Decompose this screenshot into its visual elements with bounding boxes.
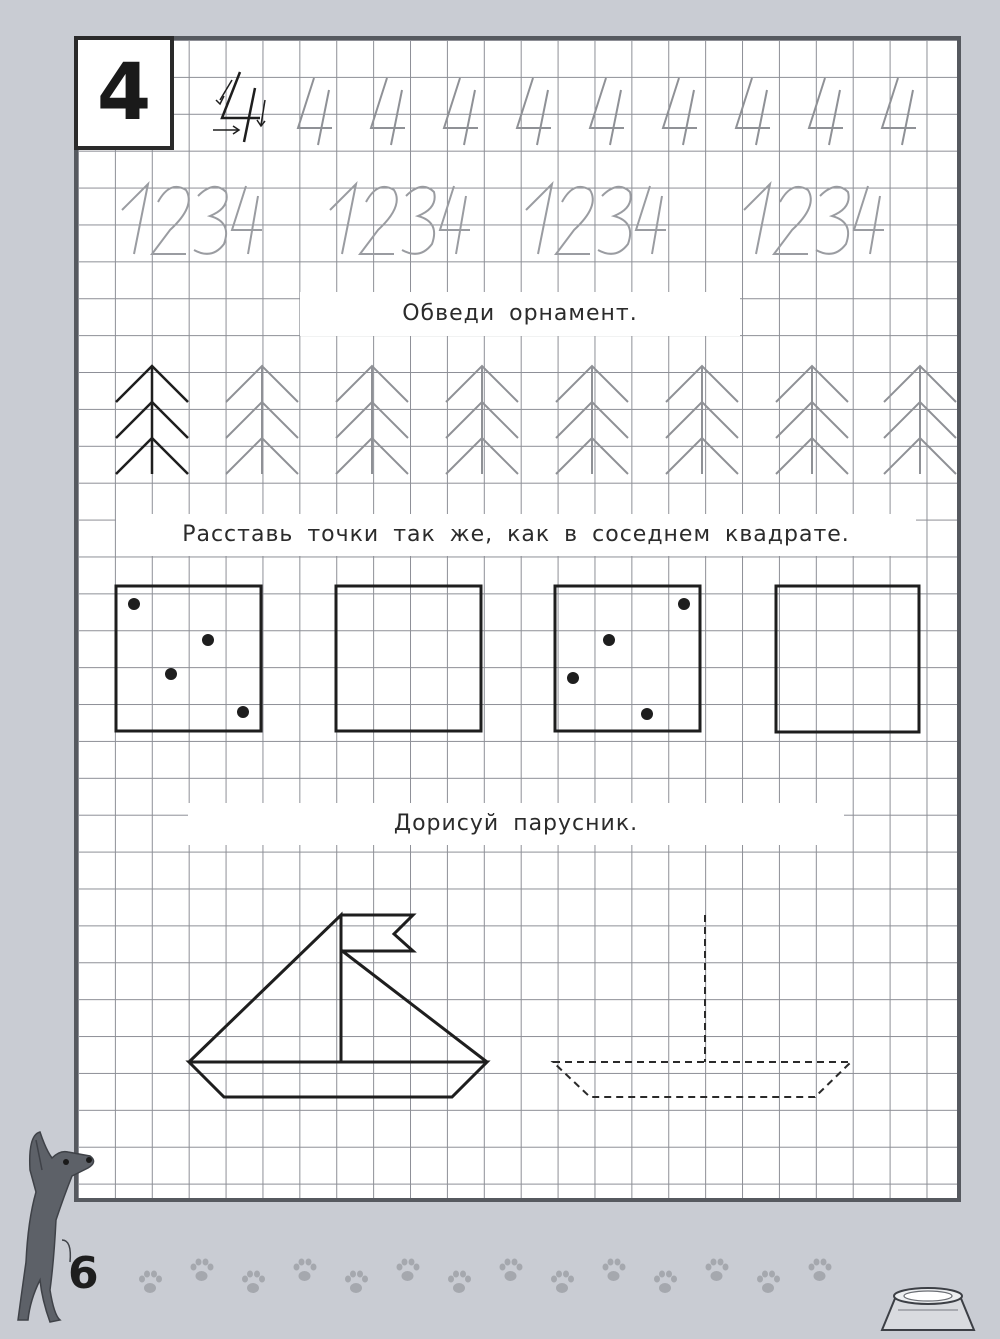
traced-digit-4-group <box>298 78 916 145</box>
dot <box>678 598 690 610</box>
ornament-trace[interactable] <box>336 366 408 474</box>
sequence-tracing-row <box>122 184 884 254</box>
ornament-sample <box>116 366 188 474</box>
paw-print-icon <box>706 1259 729 1282</box>
task-number: 4 <box>96 48 152 138</box>
paw-print-icon <box>757 1271 780 1294</box>
dot-square-empty-2[interactable] <box>776 586 919 732</box>
paw-print-icon <box>191 1259 214 1282</box>
sailboat-sample <box>189 915 487 1097</box>
paw-print-icon <box>397 1259 420 1282</box>
dot-square-sample-2 <box>555 586 700 731</box>
paw-print-icon <box>242 1271 265 1294</box>
ornament-trace[interactable] <box>446 366 518 474</box>
sample-digit-4 <box>213 72 265 142</box>
paw-print-icon <box>448 1271 471 1294</box>
ornament-trace[interactable] <box>884 366 956 474</box>
dot <box>165 668 177 680</box>
sequence-1234 <box>330 184 470 254</box>
dot <box>237 706 249 718</box>
ornament-row <box>116 366 956 474</box>
ornament-trace[interactable] <box>226 366 298 474</box>
paw-print-icon <box>500 1259 523 1282</box>
dot <box>567 672 579 684</box>
dot <box>641 708 653 720</box>
paw-print-icon <box>294 1259 317 1282</box>
dot <box>128 598 140 610</box>
ornament-trace[interactable] <box>556 366 628 474</box>
sequence-1234 <box>744 184 884 254</box>
paw-print-icon <box>603 1259 626 1282</box>
instruction-ornament: Обведи орнамент. <box>300 292 740 336</box>
dot <box>603 634 615 646</box>
sailboat-incomplete[interactable] <box>553 915 851 1097</box>
paw-print-icon <box>345 1271 368 1294</box>
dot-square-empty-1[interactable] <box>336 586 481 731</box>
ornament-trace[interactable] <box>776 366 848 474</box>
instruction-sailboat: Дорисуй парусник. <box>188 803 844 845</box>
paw-prints-decoration <box>139 1259 832 1294</box>
sequence-1234 <box>526 184 666 254</box>
instruction-dots: Расставь точки так же, как в соседнем квадрате. <box>116 514 916 556</box>
digit-tracing-row <box>213 72 916 145</box>
dog-bowl-icon <box>882 1288 974 1330</box>
page-number: 6 <box>68 1248 99 1299</box>
paw-print-icon <box>809 1259 832 1282</box>
dot <box>202 634 214 646</box>
sequence-1234 <box>122 184 262 254</box>
dot-squares-row <box>116 586 919 732</box>
paw-print-icon <box>551 1271 574 1294</box>
paw-print-icon <box>654 1271 677 1294</box>
ornament-trace[interactable] <box>666 366 738 474</box>
paw-print-icon <box>139 1271 162 1294</box>
